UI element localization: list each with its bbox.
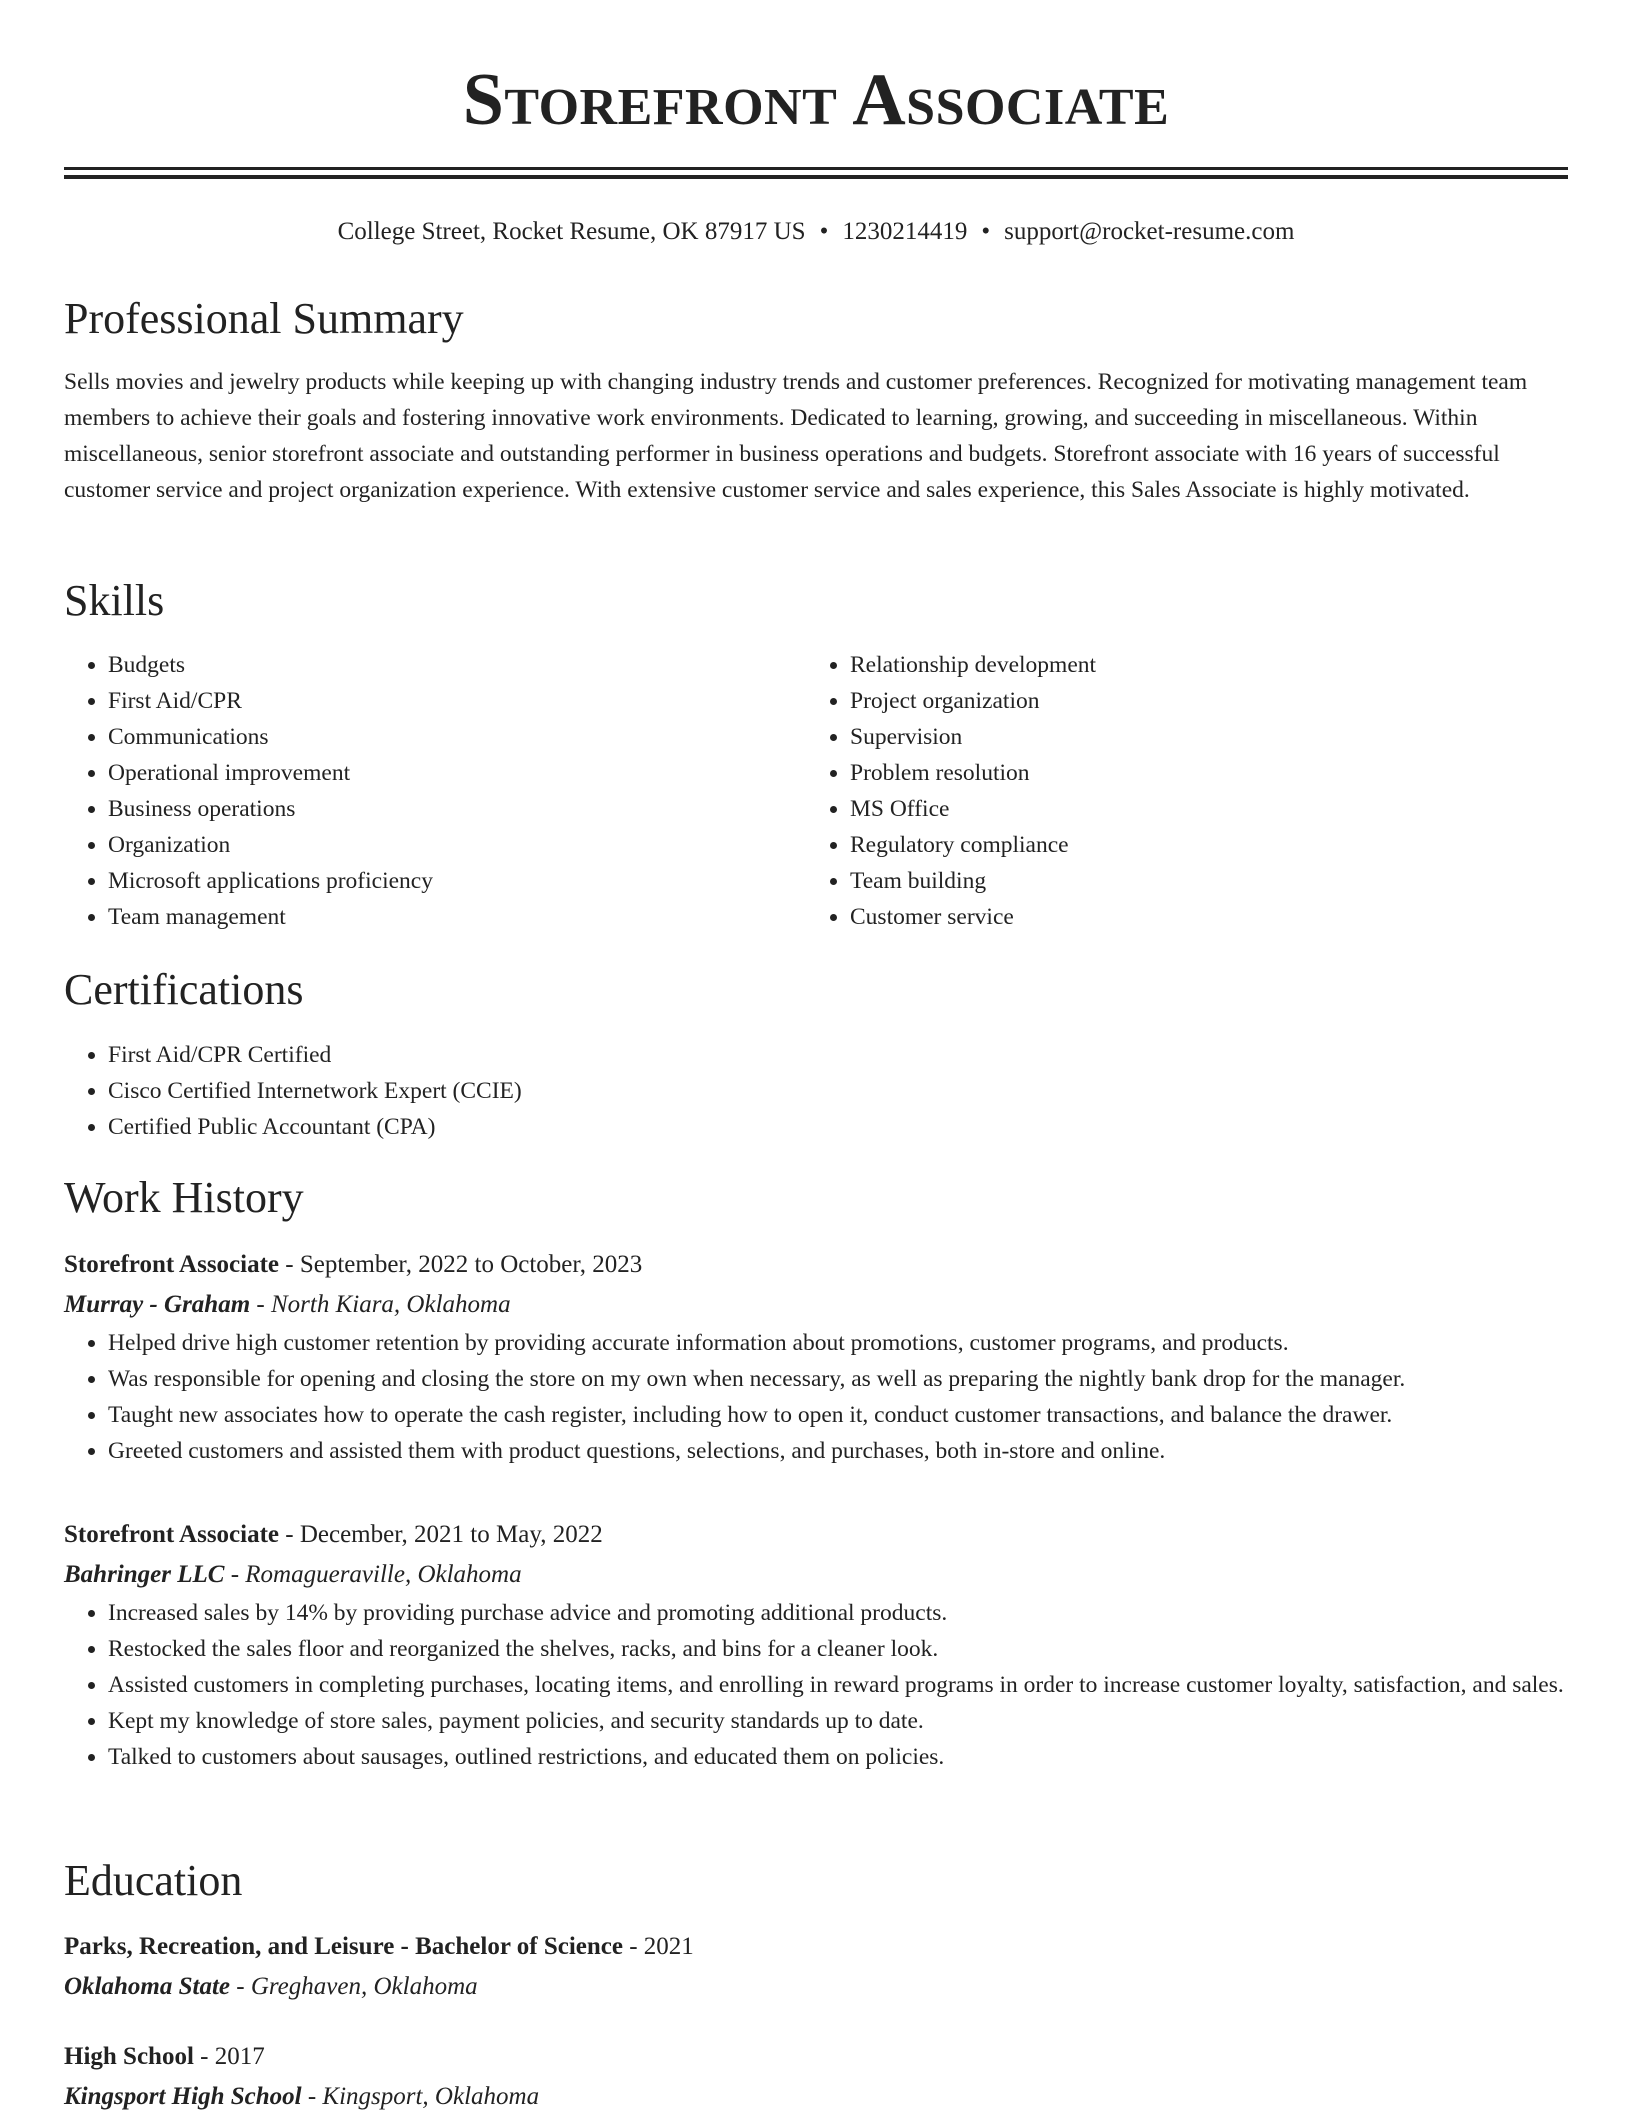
- job-bullet: • Taught new associates how to operate the cash register, including how to open it, conduct customer transactions, and balance the drawer.: [108, 1397, 1568, 1433]
- job-bullet: • Greeted customers and assisted them with product questions, selections, and purchases, both in-store and online.: [108, 1433, 1568, 1469]
- skills-heading: Skills: [64, 576, 165, 625]
- job-bullet: • Restocked the sales floor and reorganized the shelves, racks, and bins for a cleaner look.: [108, 1631, 1568, 1667]
- contact-separator: •: [981, 218, 991, 245]
- job-bullet: • Talked to customers about sausages, outlined restrictions, and educated them on policies.: [108, 1739, 1568, 1775]
- skill-item: • Budgets: [108, 647, 804, 683]
- skills-column-right: [806, 647, 1546, 935]
- summary-heading: Professional Summary: [64, 294, 464, 343]
- job-entry: [64, 1515, 1568, 1775]
- job-bullet: • Was responsible for opening and closing the store on my own when necessary, as well as preparing the nightly bank drop for the manager.: [108, 1361, 1568, 1397]
- contact-separator: •: [819, 218, 829, 245]
- skill-item: • MS Office: [850, 791, 1546, 827]
- job-bullet: • Helped drive high customer retention by providing accurate information about promotions, customer programs, and products.: [108, 1325, 1568, 1361]
- skill-item: • Operational improvement: [108, 755, 804, 791]
- school-line: Kingsport High School - Kingsport, Oklahoma: [64, 2083, 540, 2110]
- contact-phone: 1230214419: [842, 218, 968, 245]
- skill-item: • Microsoft applications proficiency: [108, 863, 804, 899]
- job-title-line: Storefront Associate - September, 2022 to October, 2023: [64, 1251, 643, 1278]
- title-divider-top: [64, 167, 1568, 170]
- skill-item: • Team management: [108, 899, 804, 935]
- resume-page: [64, 0, 1568, 2110]
- contact-email: support@rocket-resume.com: [1004, 218, 1295, 245]
- skill-item: • Project organization: [850, 683, 1546, 719]
- skill-item: • Business operations: [108, 791, 804, 827]
- skills-column-left: [64, 647, 804, 935]
- skill-item: • Problem resolution: [850, 755, 1546, 791]
- skill-item: • First Aid/CPR: [108, 683, 804, 719]
- job-bullet: • Kept my knowledge of store sales, payment policies, and security standards up to date.: [108, 1703, 1568, 1739]
- company-name: Bahringer LLC: [64, 1561, 225, 1588]
- school-name: Oklahoma State: [64, 1973, 230, 2000]
- degree-line: High School - 2017: [64, 2043, 265, 2070]
- contact-address: College Street, Rocket Resume, OK 87917 US: [337, 218, 806, 245]
- school-location: Kingsport, Oklahoma: [322, 2083, 540, 2110]
- job-title-line: Storefront Associate - December, 2021 to May, 2022: [64, 1521, 603, 1548]
- degree-year: 2021: [643, 1933, 694, 1960]
- job-bullet: • Increased sales by 14% by providing purchase advice and promoting additional products.: [108, 1595, 1568, 1631]
- company-location: Romagueraville, Oklahoma: [245, 1561, 522, 1588]
- summary-text: Sells movies and jewelry products while keeping up with changing industry trends and customer preferences. Recognized for motivating management team members to achieve their goals and fostering innovative work environments. Dedicated to learning, growing, and succeeding in miscellaneous. Within miscellaneous, senior storefront associate and outstanding performer in business operations and budgets. Storefront associate with 16 years of successful customer service and project organization experience. With extensive customer service and sales experience, this Sales Associate is highly motivated.: [64, 369, 1528, 503]
- degree-year: 2017: [214, 2043, 265, 2070]
- certification-item: • First Aid/CPR Certified: [108, 1037, 1568, 1073]
- job-title: Storefront Associate: [64, 1521, 280, 1548]
- certification-item: • Certified Public Accountant (CPA): [108, 1109, 1568, 1145]
- skill-item: • Relationship development: [850, 647, 1546, 683]
- skill-item: • Regulatory compliance: [850, 827, 1546, 863]
- work-history-heading: Work History: [64, 1173, 304, 1222]
- skill-item: • Customer service: [850, 899, 1546, 935]
- company-line: Bahringer LLC - Romagueraville, Oklahoma: [64, 1561, 522, 1588]
- job-title: Storefront Associate: [64, 1251, 280, 1278]
- certifications-heading: Certifications: [64, 965, 304, 1014]
- skill-item: • Supervision: [850, 719, 1546, 755]
- certification-item: • Cisco Certified Internetwork Expert (CCIE): [108, 1073, 1568, 1109]
- job-entry: [64, 1245, 1568, 1469]
- company-line: Murray - Graham - North Kiara, Oklahoma: [64, 1291, 511, 1318]
- degree-name: High School: [64, 2043, 194, 2070]
- school-line: Oklahoma State - Greghaven, Oklahoma: [64, 1973, 478, 2000]
- company-name: Murray - Graham: [64, 1291, 251, 1318]
- skill-item: • Organization: [108, 827, 804, 863]
- certifications-list: [64, 1037, 1568, 1145]
- title-divider-bottom: [64, 175, 1568, 179]
- job-bullet: • Assisted customers in completing purchases, locating items, and enrolling in reward programs in order to increase customer loyalty, satisfaction, and sales.: [108, 1667, 1568, 1703]
- education-entry: [64, 2037, 1568, 2117]
- skill-item: • Team building: [850, 863, 1546, 899]
- job-bullets: [64, 1325, 1568, 1469]
- company-location: North Kiara, Oklahoma: [270, 1291, 511, 1318]
- skill-item: • Communications: [108, 719, 804, 755]
- job-dates: September, 2022 to October, 2023: [299, 1251, 643, 1278]
- education-entry: [64, 1927, 1568, 2007]
- resume-title: Storefront Associate: [462, 59, 1170, 141]
- education-heading: Education: [64, 1856, 243, 1905]
- degree-line: Parks, Recreation, and Leisure - Bachelor of Science - 2021: [64, 1933, 694, 1960]
- contact-line: [64, 212, 1568, 252]
- degree-name: Parks, Recreation, and Leisure - Bachelor of Science: [64, 1933, 623, 1960]
- job-dates: December, 2021 to May, 2022: [299, 1521, 603, 1548]
- school-name: Kingsport High School: [64, 2083, 302, 2110]
- job-bullets: [64, 1595, 1568, 1775]
- school-location: Greghaven, Oklahoma: [250, 1973, 478, 2000]
